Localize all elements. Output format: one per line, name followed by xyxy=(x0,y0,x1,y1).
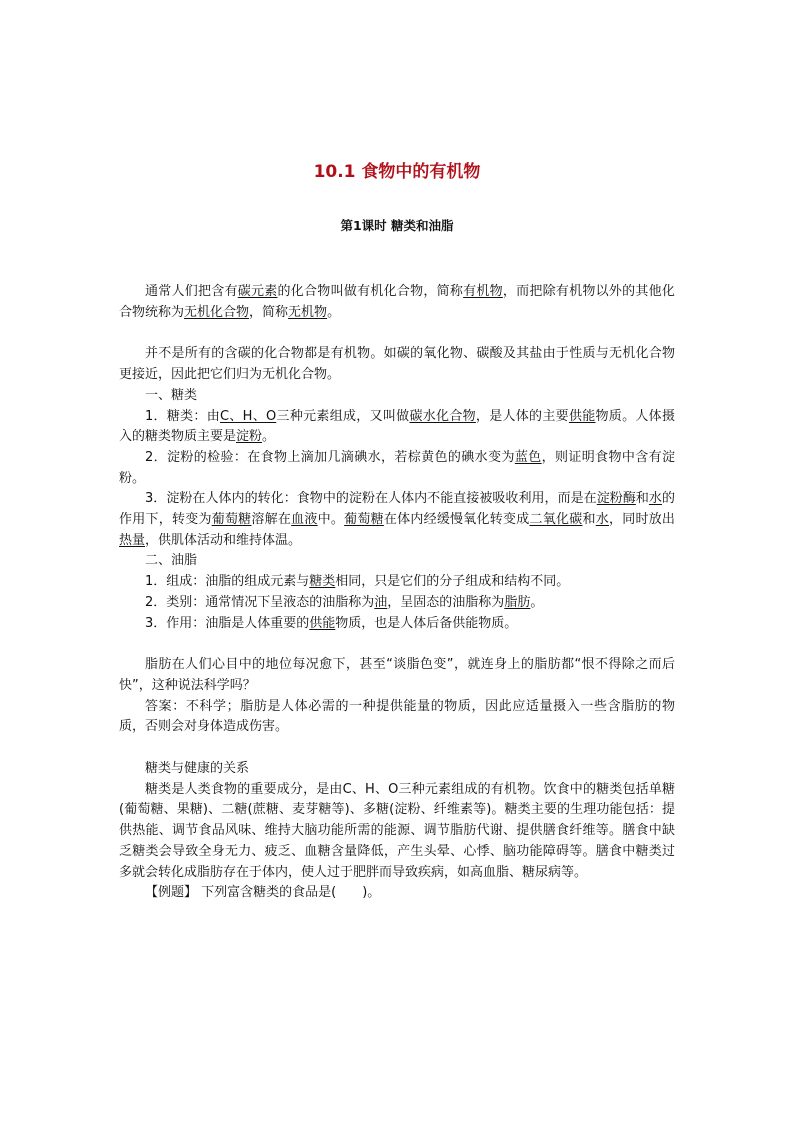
item-sugar-definition: 1．糖类：由C、H、O三种元素组成，又叫做碳水化合物，是人体的主要供能物质。人体摄入的糖类物质主要是淀粉。 xyxy=(119,408,675,445)
example-label: 【例题】 xyxy=(145,885,198,901)
item-fat-types: 2．类别：通常情况下呈液态的油脂称为油，呈固态的油脂称为脂肪。 xyxy=(145,594,544,610)
paragraph-organic-definition: 通常人们把含有碳元素的化合物叫做有机化合物，简称有机物，而把除有机物以外的其他化合物统称为无机化合物，简称无机物。 xyxy=(119,284,675,320)
paragraph-health: 糖类是人类食物的重要成分，是由C、H、O三种元素组成的有机物。饮食中的糖类包括单糖(葡萄糖、果糖)、二糖(蔗糖、麦芽糖等)、多糖(淀粉、纤维素等)。糖类主要的生理功能包括：提供热能、调节食品风味、维持大脑功能所需的能源、调节脂肪代谢、提供膳食纤维等。膳食中缺乏糖类会导致全身无力、疲乏、血糖含量降低，产生头晕、心悸、脑功能障碍等。膳食中糖类过多就会转化成脂肪存在于体内，使人过于肥胖而导致疾病，如高血脂、糖尿病等。 xyxy=(119,781,675,880)
item-fat-function: 3．作用：油脂是人体重要的供能物质，也是人体后备供能物质。 xyxy=(145,615,518,631)
answer-paragraph: 答案：不科学；脂肪是人体必需的一种提供能量的物质，因此应适量摄入一些含脂肪的物质，否则会对身体造成伤害。 xyxy=(119,698,675,735)
paragraph-carbon-note: 并不是所有的含碳的化合物都是有机物。如碳的氧化物、碳酸及其盐由于性质与无机化合物更接近，因此把它们归为无机化合物。 xyxy=(119,346,675,383)
item-fat-composition: 1．组成：油脂的组成元素与糖类相同，只是它们的分子组成和结构不同。 xyxy=(145,574,570,590)
page-title: 10.1 食物中的有机物 xyxy=(313,162,481,182)
section-heading-fats: 二、油脂 xyxy=(145,553,198,569)
section-heading-health: 糖类与健康的关系 xyxy=(145,761,250,777)
lesson-subtitle: 第1课时 糖类和油脂 xyxy=(340,218,454,233)
question-paragraph: 脂肪在人们心目中的地位每况愈下，甚至“谈脂色变”，就连身上的脂肪都“恨不得除之而后快”，这种说法科学吗？ xyxy=(119,657,675,693)
section-heading-sugars: 一、糖类 xyxy=(145,387,198,403)
example-text: 下列富含糖类的食品是( )。 xyxy=(201,885,381,901)
item-starch-test: 2．淀粉的检验：在食物上滴加几滴碘水，若棕黄色的碘水变为蓝色，则证明食物中含有淀粉。 xyxy=(119,449,675,486)
example-question xyxy=(119,883,675,904)
document-body xyxy=(119,282,675,904)
item-starch-conversion: 3．淀粉在人体内的转化：食物中的淀粉在人体内不能直接被吸收利用，而是在淀粉酶和水的作用下，转变为葡萄糖溶解在血液中。葡萄糖在体内经缓慢氧化转变成二氧化碳和水，同时放出热量，供肌体活动和维持体温。 xyxy=(119,491,675,548)
